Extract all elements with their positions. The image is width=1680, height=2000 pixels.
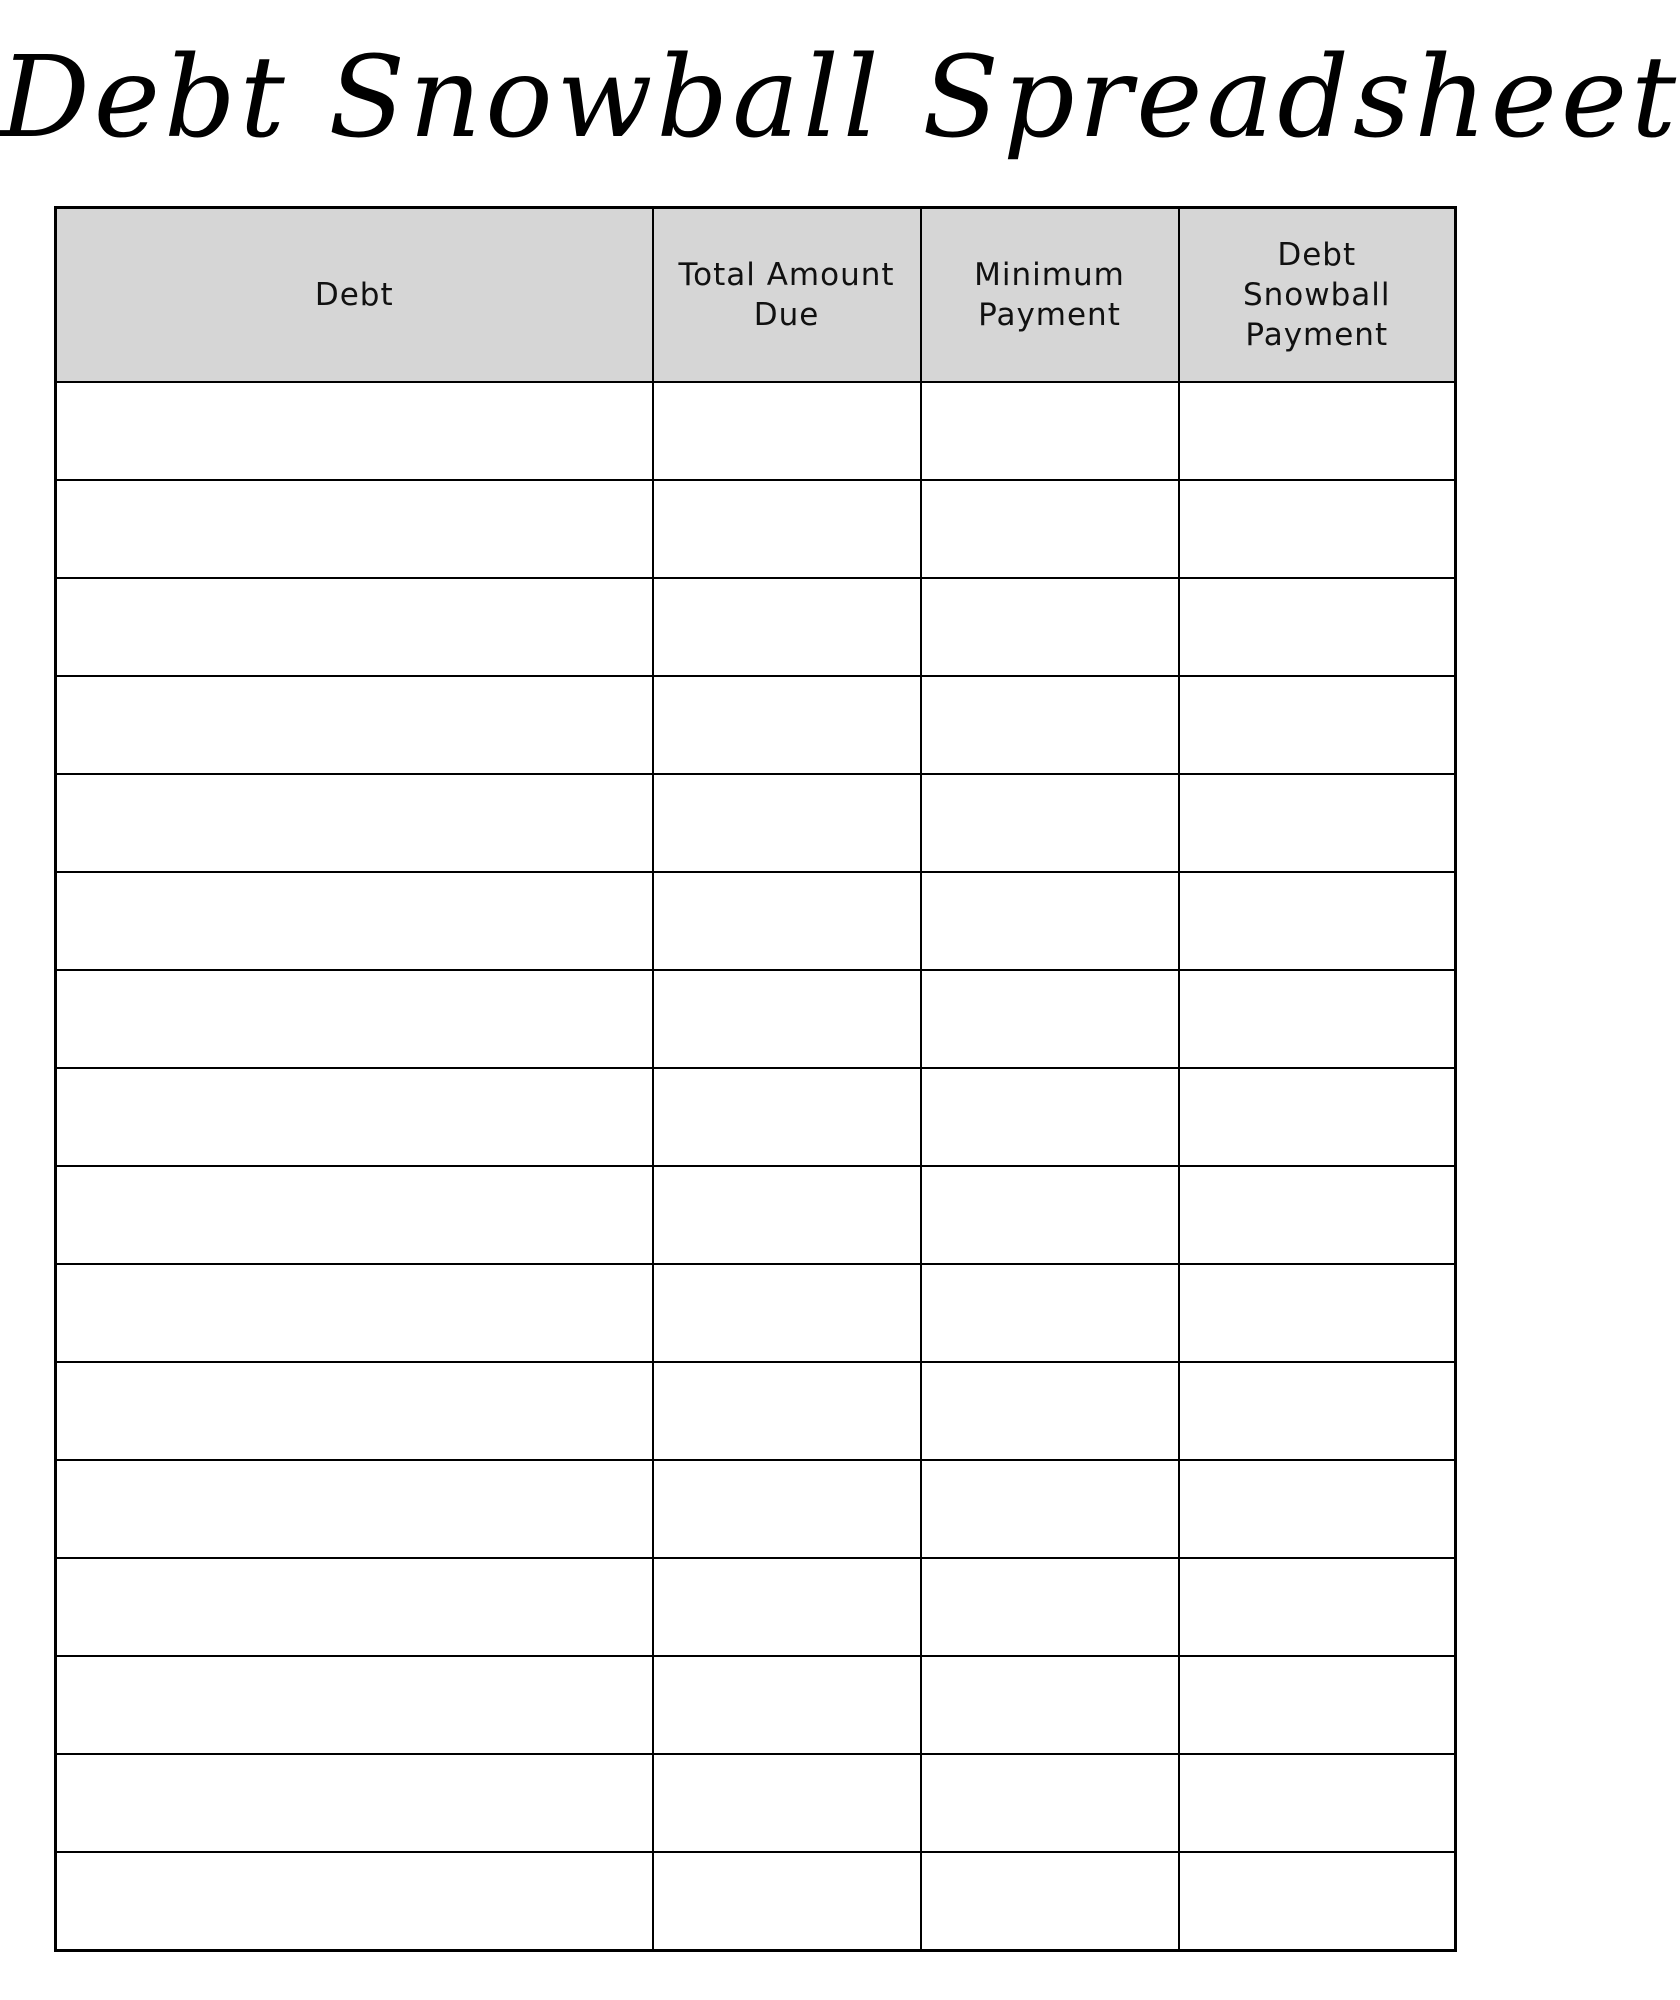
minimum-payment-cell[interactable] [921,1558,1179,1656]
minimum-payment-cell[interactable] [921,1068,1179,1166]
minimum-payment-cell[interactable] [921,872,1179,970]
debt-cell[interactable] [56,382,653,480]
debt-cell[interactable] [56,970,653,1068]
minimum-payment-cell[interactable] [921,1166,1179,1264]
table-row [56,578,1456,676]
table-row [56,774,1456,872]
table-row [56,1362,1456,1460]
debt-snowball-payment-cell[interactable] [1179,578,1456,676]
total-amount-due-cell[interactable] [653,676,921,774]
total-amount-due-cell[interactable] [653,774,921,872]
table-row [56,970,1456,1068]
total-amount-due-cell[interactable] [653,1264,921,1362]
total-amount-due-cell[interactable] [653,1656,921,1754]
debt-snowball-payment-cell[interactable] [1179,1264,1456,1362]
debt-snowball-payment-cell[interactable] [1179,480,1456,578]
total-amount-due-cell[interactable] [653,1362,921,1460]
total-amount-due-cell[interactable] [653,1754,921,1852]
debt-snowball-payment-cell[interactable] [1179,774,1456,872]
debt-cell[interactable] [56,1362,653,1460]
debt-snowball-payment-cell[interactable] [1179,676,1456,774]
table-row [56,676,1456,774]
header-row [56,208,1456,383]
minimum-payment-cell[interactable] [921,1460,1179,1558]
debt-snowball-payment-cell[interactable] [1179,1656,1456,1754]
total-amount-due-cell[interactable] [653,1068,921,1166]
debt-snowball-payment-cell[interactable] [1179,1068,1456,1166]
total-amount-due-cell[interactable] [653,970,921,1068]
debt-cell[interactable] [56,1166,653,1264]
minimum-payment-cell[interactable] [921,970,1179,1068]
table-row [56,382,1456,480]
table-row [56,1068,1456,1166]
page-title: Debt Snowball Spreadsheet [0,33,1680,163]
debt-snowball-payment-cell[interactable] [1179,1460,1456,1558]
minimum-payment-cell[interactable] [921,1264,1179,1362]
total-amount-due-cell[interactable] [653,1852,921,1951]
total-amount-due-cell[interactable] [653,578,921,676]
minimum-payment-cell[interactable] [921,1362,1179,1460]
debt-snowball-payment-cell[interactable] [1179,872,1456,970]
debt-snowball-payment-cell[interactable] [1179,1362,1456,1460]
header-total-amount-due: Total Amount Due [653,208,921,383]
total-amount-due-cell[interactable] [653,382,921,480]
header-minimum-payment: Minimum Payment [921,208,1179,383]
debt-snowball-payment-cell[interactable] [1179,1166,1456,1264]
minimum-payment-cell[interactable] [921,774,1179,872]
total-amount-due-cell[interactable] [653,1558,921,1656]
debt-cell[interactable] [56,1656,653,1754]
debt-snowball-payment-cell[interactable] [1179,1852,1456,1951]
debt-snowball-payment-cell[interactable] [1179,1754,1456,1852]
debt-cell[interactable] [56,480,653,578]
debt-cell[interactable] [56,774,653,872]
table-row [56,1754,1456,1852]
debt-snowball-payment-cell[interactable] [1179,970,1456,1068]
minimum-payment-cell[interactable] [921,1656,1179,1754]
header-debt-snowball-payment: Debt Snowball Payment [1179,208,1456,383]
total-amount-due-cell[interactable] [653,480,921,578]
debt-cell[interactable] [56,1460,653,1558]
debt-cell[interactable] [56,1558,653,1656]
debt-snowball-table [54,206,1457,1952]
total-amount-due-cell[interactable] [653,872,921,970]
table-row [56,1264,1456,1362]
debt-cell[interactable] [56,1068,653,1166]
minimum-payment-cell[interactable] [921,382,1179,480]
debt-cell[interactable] [56,578,653,676]
table-row [56,1460,1456,1558]
debt-cell[interactable] [56,872,653,970]
minimum-payment-cell[interactable] [921,1852,1179,1951]
total-amount-due-cell[interactable] [653,1460,921,1558]
table-row [56,1166,1456,1264]
minimum-payment-cell[interactable] [921,1754,1179,1852]
total-amount-due-cell[interactable] [653,1166,921,1264]
debt-cell[interactable] [56,676,653,774]
table-row [56,480,1456,578]
debt-cell[interactable] [56,1852,653,1951]
minimum-payment-cell[interactable] [921,578,1179,676]
debt-snowball-payment-cell[interactable] [1179,1558,1456,1656]
minimum-payment-cell[interactable] [921,480,1179,578]
table-body [56,382,1456,1951]
table-row [56,1656,1456,1754]
header-debt: Debt [56,208,653,383]
debt-snowball-payment-cell[interactable] [1179,382,1456,480]
table-row [56,1852,1456,1951]
table-row [56,872,1456,970]
minimum-payment-cell[interactable] [921,676,1179,774]
table-row [56,1558,1456,1656]
debt-cell[interactable] [56,1264,653,1362]
debt-cell[interactable] [56,1754,653,1852]
